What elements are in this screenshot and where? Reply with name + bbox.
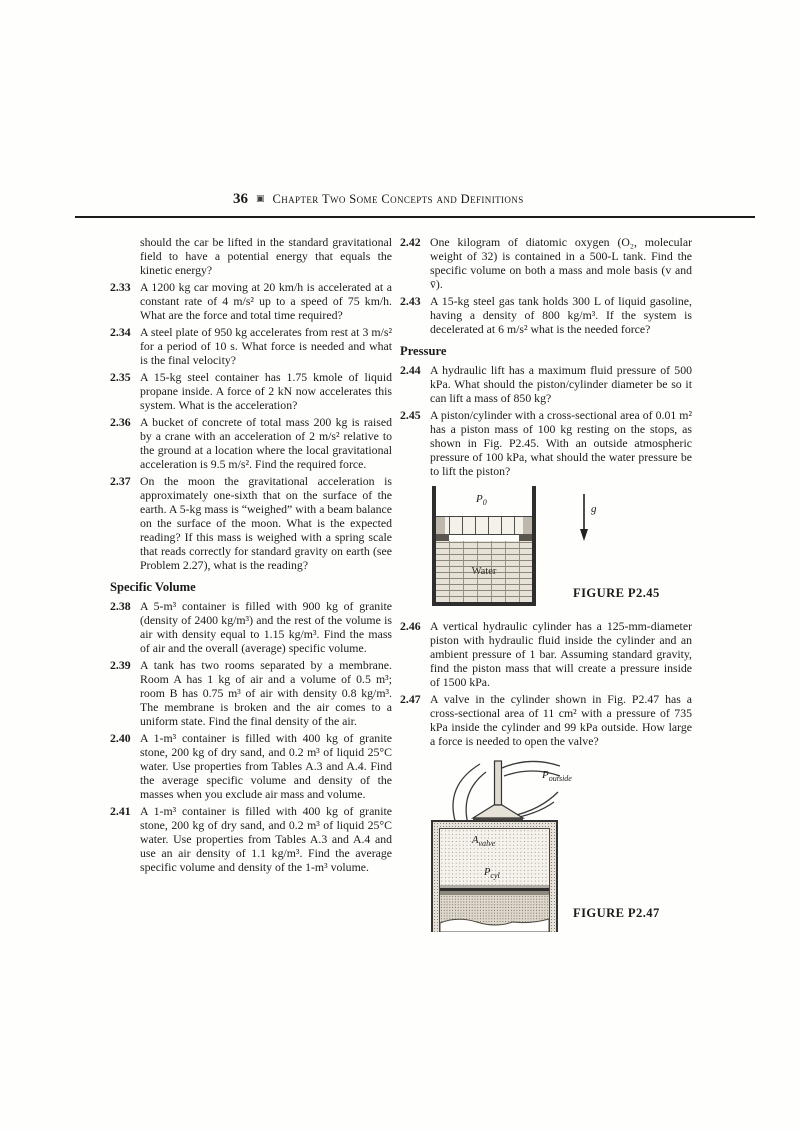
problem-text: A 15-kg steel gas tank holds 300 L of liquid gasoline, having a density of 800 kg/m³. If the system is decelerated at 6 m/s² what is the needed force?: [430, 294, 692, 336]
problem-number: 2.37: [110, 474, 131, 488]
problem-text: A 1-m³ container is filled with 400 kg of granite stone, 200 kg of dry sand, and 0.2 m³ of liquid 25°C water. Use properties from Tables A.3 and A.4 and use an air density of 1.1 kg/m³. Find the average specific volume and density of the 1-m³ volume.: [140, 804, 392, 874]
chapter-title: Chapter Two Some Concepts and Definitions: [272, 192, 524, 206]
problem-number: 2.40: [110, 731, 131, 745]
problem-number: 2.47: [400, 692, 421, 706]
problem-text: On the moon the gravitational acceleration is approximately one-sixth that on the surface of the earth. A 5-kg mass is “weighed” with a beam balance on the surface of the moon. What is the expected reading? If this mass is weighed with a spring scale that reads correctly for standard gravity on earth (see Problem 2.27), what is the reading?: [140, 474, 392, 572]
valve-diagram: [430, 758, 560, 826]
problem-text: A valve in the cylinder shown in Fig. P2.47 has a cross-sectional area of 11 cm² with a pressure of 735 kPa inside the cylinder and 99 kPa outside. How large a force is needed to open the valve?: [430, 692, 692, 748]
piston-stop-left: [436, 534, 449, 541]
piston-stop-right: [519, 534, 532, 541]
page-header: [233, 191, 524, 208]
cylinder-chamber: [439, 828, 550, 932]
chapter-marker-icon: ▣: [256, 194, 265, 204]
problem-number: 2.39: [110, 658, 131, 672]
problem-text: A steel plate of 950 kg accelerates from rest at 3 m/s² for a period of 10 s. What force is needed and what is the final velocity?: [140, 325, 392, 367]
piston-band: [440, 885, 549, 895]
piston: [436, 516, 532, 535]
container-right-wall: [532, 486, 536, 606]
problem-text: A tank has two rooms separated by a membrane. Room A has 1 kg of air and a volume of 0.5 m³; room B has 0.75 m³ of air with density 0.8 kg/m³. The membrane is broken and the air comes to a uniform state. Find the final density of the air.: [140, 658, 392, 728]
problem-2-42: [400, 235, 692, 291]
wave-cutoff: [440, 914, 549, 932]
problem-2-41: [110, 804, 392, 874]
problem-number: 2.36: [110, 415, 131, 429]
problem-2-45: [400, 408, 692, 478]
problem-number: 2.43: [400, 294, 421, 308]
figure-caption: FIGURE P2.47: [573, 906, 660, 920]
p0-label: $P_0$: [476, 493, 487, 508]
problem-text: A vertical hydraulic cylinder has a 125-mm-diameter piston with hydraulic fluid inside the cylinder and an ambient pressure of 1 bar. Assuming standard gravity, find the piston mass that will create a pressure inside of 1500 kPa.: [430, 619, 692, 689]
problem-number: 2.34: [110, 325, 131, 339]
p-outside-label: $P_{outside}$: [542, 769, 572, 784]
cylinder-body: [431, 820, 558, 932]
page-number: 36: [233, 191, 248, 207]
water-label: Water: [471, 565, 497, 577]
problem-text: A bucket of concrete of total mass 200 kg is raised by a crane with an acceleration of 2 m/s² relative to the ground at a location where the local gravitational acceleration is 9.5 m/s². Find the required force.: [140, 415, 392, 471]
header-rule: [75, 216, 755, 218]
problem-number: 2.35: [110, 370, 131, 384]
problem-number: 2.41: [110, 804, 131, 818]
gravity-arrow: [578, 492, 608, 544]
problem-number: 2.46: [400, 619, 421, 633]
section-heading-specific-volume: Specific Volume: [110, 580, 196, 594]
left-column: [110, 235, 392, 877]
problem-2-38: [110, 599, 392, 655]
problem-number: 2.38: [110, 599, 131, 613]
figure-p247: [400, 758, 692, 938]
problem-2-40: [110, 731, 392, 801]
problem-2-35: [110, 370, 392, 412]
problem-2-33: [110, 280, 392, 322]
problem-text: A piston/cylinder with a cross-sectional area of 0.01 m² has a piston mass of 100 kg resting on the stops, as shown in Fig. P2.45. With an outside atmospheric pressure of 100 kPa, what should the water pressure be to lift the piston?: [430, 408, 692, 478]
hydraulic-fluid-region: [440, 895, 549, 932]
problem-text: One kilogram of diatomic oxygen (O₂, molecular weight of 32) is contained in a 500-L tank. Find the specific volume on both a mass and mole basis (v and v̄).: [430, 235, 692, 291]
section-heading-pressure: Pressure: [400, 344, 447, 358]
problem-number: 2.44: [400, 363, 421, 377]
problem-2-44: [400, 363, 692, 405]
container-bottom: [432, 602, 536, 606]
problem-number: 2.45: [400, 408, 421, 422]
problem-2-37: [110, 474, 392, 572]
problem-text: A 1-m³ container is filled with 400 kg of granite stone, 200 kg of dry sand, and 0.2 m³ of liquid 25°C water. Use properties from Tables A.3 and A.4. Find the average specific volume and density of the masses when you exclude air mass and volume.: [140, 731, 392, 801]
figure-p245: [400, 482, 692, 617]
problem-text: A 15-kg steel container has 1.75 kmole of liquid propane inside. A force of 2 kN now accelerates this system. What is the acceleration?: [140, 370, 392, 412]
right-column: [400, 235, 692, 938]
piston-cylinder-diagram: [432, 486, 597, 606]
problem-text: A hydraulic lift has a maximum fluid pressure of 500 kPa. What should the piston/cylinder diameter be so it can lift a mass of 850 kg?: [430, 363, 692, 405]
problem-2-47: [400, 692, 692, 748]
g-label: g: [591, 503, 597, 515]
p-cyl-label: $P_{cyl}$: [484, 867, 500, 881]
water-region: [436, 541, 532, 602]
problem-number: 2.33: [110, 280, 131, 294]
problem-text: A 5-m³ container is filled with 900 kg of granite (density of 2400 kg/m³) and the rest of the volume is air with density equal to 1.15 kg/m³. Find the mass of air and the overall (average) specific volume.: [140, 599, 392, 655]
figure-caption: FIGURE P2.45: [573, 586, 660, 600]
problem-2-43: [400, 294, 692, 336]
problem-2-46: [400, 619, 692, 689]
problem-number: 2.42: [400, 235, 421, 249]
problem-text: A 1200 kg car moving at 20 km/h is accelerated at a constant rate of 4 m/s² up to a speed of 75 km/h. What are the force and total time required?: [140, 280, 392, 322]
a-valve-label: $A_{valve}$: [472, 835, 496, 849]
problem-2-36: [110, 415, 392, 471]
problem-2-34: [110, 325, 392, 367]
problem-2-39: [110, 658, 392, 728]
problem-continuation-text: should the car be lifted in the standard gravitational field to have a potential energy that equals the kinetic energy?: [140, 235, 392, 277]
down-arrow-icon: [578, 492, 592, 544]
